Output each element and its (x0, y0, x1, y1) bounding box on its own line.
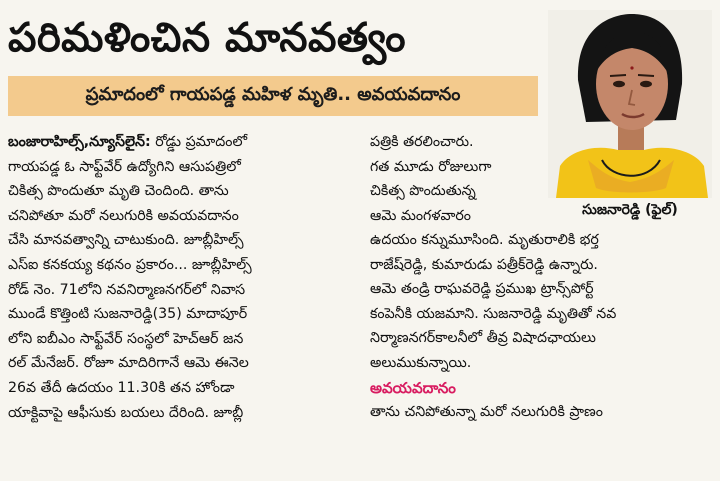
article-line: చేసి మానవత్వాన్ని చాటుకుంది. జూబ్లీహిల్స్ (8, 232, 244, 249)
article-line: రోడ్ నెం. 71లోని నవనిర్మాణనగర్‌లో నివాస (8, 281, 246, 298)
article-line: 26వ తేదీ ఉదయం 11.30కి తన హోండా (8, 379, 235, 396)
article-line: ముండే కొత్తింటి సుజనారెడ్డి(35) మాదాపూర్ (8, 306, 248, 323)
article-column-3 (370, 228, 714, 481)
article-line: చనిపోతూ మరో నలుగురికి అవయవదానం (8, 207, 239, 224)
article-line: లోని ఐబీఎం సాఫ్ట్‌వేర్ సంస్థలో హెచ్ఆర్ జన (8, 330, 244, 347)
article-line: పత్రికి తరలించారు. (370, 134, 474, 150)
photo-caption: సుజనారెడ్డి (ఫైల్) (582, 202, 678, 218)
article-column-2 (370, 130, 542, 228)
subheadline-band (8, 76, 538, 116)
section-heading: అవయవదానం (370, 378, 456, 397)
subheadline: ప్రమాదంలో గాయపడ్డ మహిళ మృతి.. అవయవదానం (85, 83, 461, 105)
article-line-text: రోడ్డు ప్రమాదంలో (150, 134, 248, 150)
article-line: నిర్మాణనగర్‌కాలనీలో తీవ్ర విషాదఛాయలు (370, 330, 596, 347)
article-line: తాను చనిపోతున్నా మరో నలుగురికి ప్రాణం (370, 404, 603, 421)
article-line: గత మూడు రోజులుగా (370, 158, 492, 175)
portrait-photo (548, 10, 712, 198)
article-line: ఎస్ఐ కనకయ్య కథనం ప్రకారం... జూబ్లీహిల్స్ (8, 256, 252, 273)
article-line: ఆమె తండ్రి రాఘవరెడ్డి ప్రముఖ ట్రాన్స్‌పోర్ట్ (370, 281, 594, 298)
article-line: యాక్టివాపై ఆఫీసుకు బయలు దేరింది. జూబ్లీ (8, 404, 244, 421)
article-line: రాజేష్‌రెడ్డి, కుమారుడు పత్రీక్‌రెడ్డి ఉన్నారు. (370, 256, 598, 273)
article-line: ఉదయం కన్నుమూసింది. మృతురాలికి భర్త (370, 232, 599, 248)
article-line: గాయపడ్డ ఓ సాఫ్ట్‌వేర్ ఉద్యోగిని ఆసుపత్రిలో (8, 158, 241, 175)
article-column-1 (8, 130, 360, 481)
article-line: ఆమె మంగళవారం (370, 207, 471, 224)
article-line (8, 130, 360, 155)
article-line: చికిత్స పొందుతున్న (370, 183, 476, 200)
article-line: కంపెనీకి యజమాని. సుజనారెడ్డి మృతితో నవ (370, 305, 617, 322)
article-line: అలుముకున్నాయి. (370, 354, 472, 371)
article-line: రల్ మేనేజర్. రోజూ మాదిరిగానే ఆమె ఈనెల (8, 355, 249, 372)
headline: పరిమళించిన మానవత్వం (8, 14, 407, 61)
article-line: చికిత్స పొందుతూ మృతి చెందింది. తాను (8, 183, 229, 200)
dateline: బంజారాహిల్స్,న్యూస్‌లైన్: (8, 134, 151, 150)
